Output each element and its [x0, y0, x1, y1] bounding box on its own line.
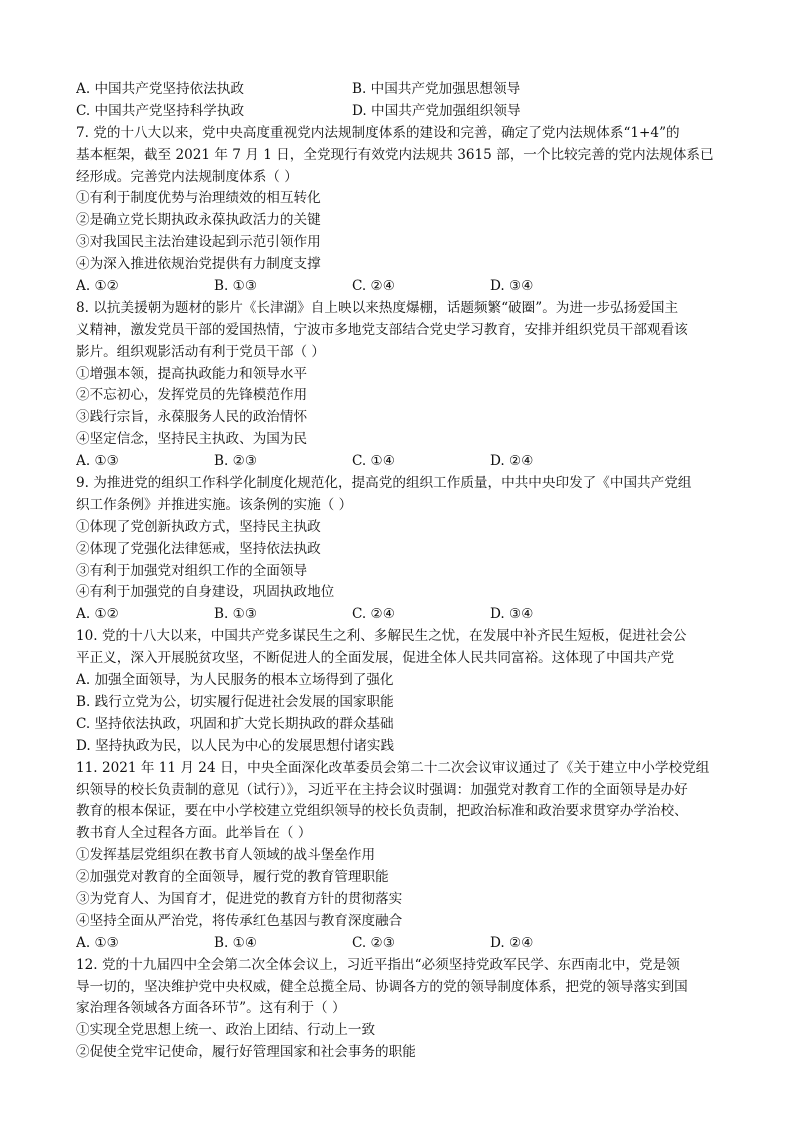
q8-options [76, 451, 726, 473]
q9-stem-line-2: 织工作条例》并推进实施。该条例的实施（ ） [76, 496, 353, 513]
q8-item-1: ①增强本领，提高执政能力和领导水平 [76, 365, 308, 382]
q9-item-2: ②体现了党强化法律惩戒，坚持依法执政 [76, 540, 321, 557]
q8-item-3: ③践行宗旨，永葆服务人民的政治情怀 [76, 409, 308, 426]
q6-option-c: C. 中国共产党坚持科学执政 [76, 102, 245, 119]
q10-option-d: D. 坚持执政为民，以人民为中心的发展思想付诸实践 [76, 737, 395, 754]
q11-item-1: ①发挥基层党组织在教书育人领域的战斗堡垒作用 [76, 847, 376, 864]
q7-item-2: ②是确立党长期执政永葆执政活力的关键 [76, 212, 321, 229]
q12-item-2: ②促使全党牢记使命，履行好管理国家和社会事务的职能 [76, 1044, 416, 1061]
q6-option-a: A. 中国共产党坚持依法执政 [76, 81, 244, 97]
q8-option-a: A. ①③ [76, 453, 119, 470]
q11-option-d: D. ②④ [490, 934, 534, 951]
q11-stem-line-1: 11. 2021 年 11 月 24 日，中央全面深化改革委员会第二十二次会议审议通过了《关于建立中小学校党组 [76, 759, 710, 776]
q8-stem-line-3: 影片。组织观影活动有利于党员干部（ ） [76, 343, 326, 360]
q9-options [76, 604, 726, 626]
q9-item-1: ①体现了党创新执政方式，坚持民主执政 [76, 518, 321, 535]
q9-option-b: B. ①③ [214, 606, 258, 623]
q8-stem-line-2: 义精神，激发党员干部的爱国热情，宁波市多地党支部结合党史学习教育，安排并组织党员干部观看该 [76, 321, 688, 338]
q7-stem-line-2: 基本框架，截至 2021 年 7 月 1 日，全党现行有效党内法规共 3615 部，一个比较完善的党内法规体系已 [76, 146, 714, 163]
q8-option-c: C. ①④ [352, 453, 395, 470]
q11-stem-line-3: 教育的根本保证，要在中小学校建立党组织领导的校长负责制，把政治标准和政治要求贯穿办学治校、 [76, 803, 688, 820]
q11-option-b: B. ①④ [214, 934, 258, 951]
exam-page [76, 79, 726, 1064]
q9-option-c: C. ②④ [352, 606, 395, 623]
q8-item-2: ②不忘初心，发挥党员的先锋模范作用 [76, 387, 308, 404]
q7-item-4: ④为深入推进依规治党提供有力制度支撑 [76, 256, 321, 273]
q10-option-b: B. 践行立党为公，切实履行促进社会发展的国家职能 [76, 693, 394, 710]
q11-stem-line-2: 织领导的校长负责制的意见（试行）》，习近平在主持会议时强调：加强党对教育工作的全面领导是办好 [76, 781, 688, 798]
q12-stem-line-1: 12. 党的十九届四中全会第二次全体会议上，习近平指出“必须坚持党政军民学、东西南北中，党是领 [76, 956, 680, 973]
q11-stem-line-4: 教书育人全过程各方面。此举旨在（ ） [76, 825, 312, 842]
q10-option-c: C. 坚持依法执政，巩固和扩大党长期执政的群众基础 [76, 715, 394, 732]
q9-stem-line-1: 9. 为推进党的组织工作科学化制度化规范化，提高党的组织工作质量，中共中央印发了《中国共产党组 [76, 475, 692, 492]
q9-option-d: D. ③④ [490, 606, 534, 623]
q7-options [76, 276, 726, 298]
q10-stem-line-1: 10. 党的十八大以来，中国共产党多谋民生之利、多解民生之忧，在发展中补齐民生短板，促进社会公 [76, 628, 687, 645]
q11-options [76, 933, 726, 955]
q7-option-c: C. ②④ [352, 278, 395, 295]
q6-option-b: B. 中国共产党加强思想领导 [352, 81, 521, 97]
q8-item-4: ④坚定信念，坚持民主执政、为国为民 [76, 431, 308, 448]
q6-option-d: D. 中国共产党加强组织领导 [352, 102, 521, 119]
q7-item-3: ③对我国民主法治建设起到示范引领作用 [76, 234, 321, 251]
q7-option-b: B. ①③ [214, 278, 258, 295]
q7-item-1: ①有利于制度优势与治理绩效的相互转化 [76, 190, 321, 207]
q12-stem-line-2: 导一切的，坚决维护党中央权威，健全总揽全局、协调各方的党的领导制度体系，把党的领导落实到国 [76, 978, 688, 995]
q7-option-a: A. ①② [76, 278, 119, 295]
q10-option-a: A. 加强全面领导，为人民服务的根本立场得到了强化 [76, 672, 394, 689]
q9-item-4: ④有利于加强党的自身建设，巩固执政地位 [76, 584, 335, 601]
q11-item-2: ②加强党对教育的全面领导，履行党的教育管理职能 [76, 869, 389, 886]
q11-option-c: C. ②③ [352, 934, 395, 951]
q12-stem-line-3: 家治理各领域各方面各环节”。这有利于（ ） [76, 1000, 346, 1017]
q11-item-4: ④坚持全面从严治党，将传承红色基因与教育深度融合 [76, 912, 403, 929]
q9-item-3: ③有利于加强党对组织工作的全面领导 [76, 562, 308, 579]
q12-item-1: ①实现全党思想上统一、政治上团结、行动上一致 [76, 1022, 376, 1039]
q10-stem-line-2: 平正义，深入开展脱贫攻坚，不断促进人的全面发展，促进全体人民共同富裕。这体现了中国共产党 [76, 650, 675, 667]
q11-option-a: A. ①③ [76, 934, 119, 951]
q7-option-d: D. ③④ [490, 278, 534, 295]
q6-options-row-2 [76, 101, 726, 123]
q6-options-row-1 [76, 79, 726, 101]
q7-stem-line-3: 经形成。完善党内法规制度体系（ ） [76, 168, 298, 185]
q8-option-b: B. ②③ [214, 453, 258, 470]
q8-option-d: D. ②④ [490, 453, 534, 470]
q9-option-a: A. ①② [76, 606, 119, 623]
q7-stem-line-1: 7. 党的十八大以来，党中央高度重视党内法规制度体系的建设和完善，确定了党内法规体系“1+4”的 [76, 124, 680, 141]
q8-stem-line-1: 8. 以抗美援朝为题材的影片《长津湖》自上映以来热度爆棚，话题频繁“破圈”。为进一步弘扬爱国主 [76, 299, 679, 316]
q11-item-3: ③为党育人、为国育才，促进党的教育方针的贯彻落实 [76, 890, 403, 907]
